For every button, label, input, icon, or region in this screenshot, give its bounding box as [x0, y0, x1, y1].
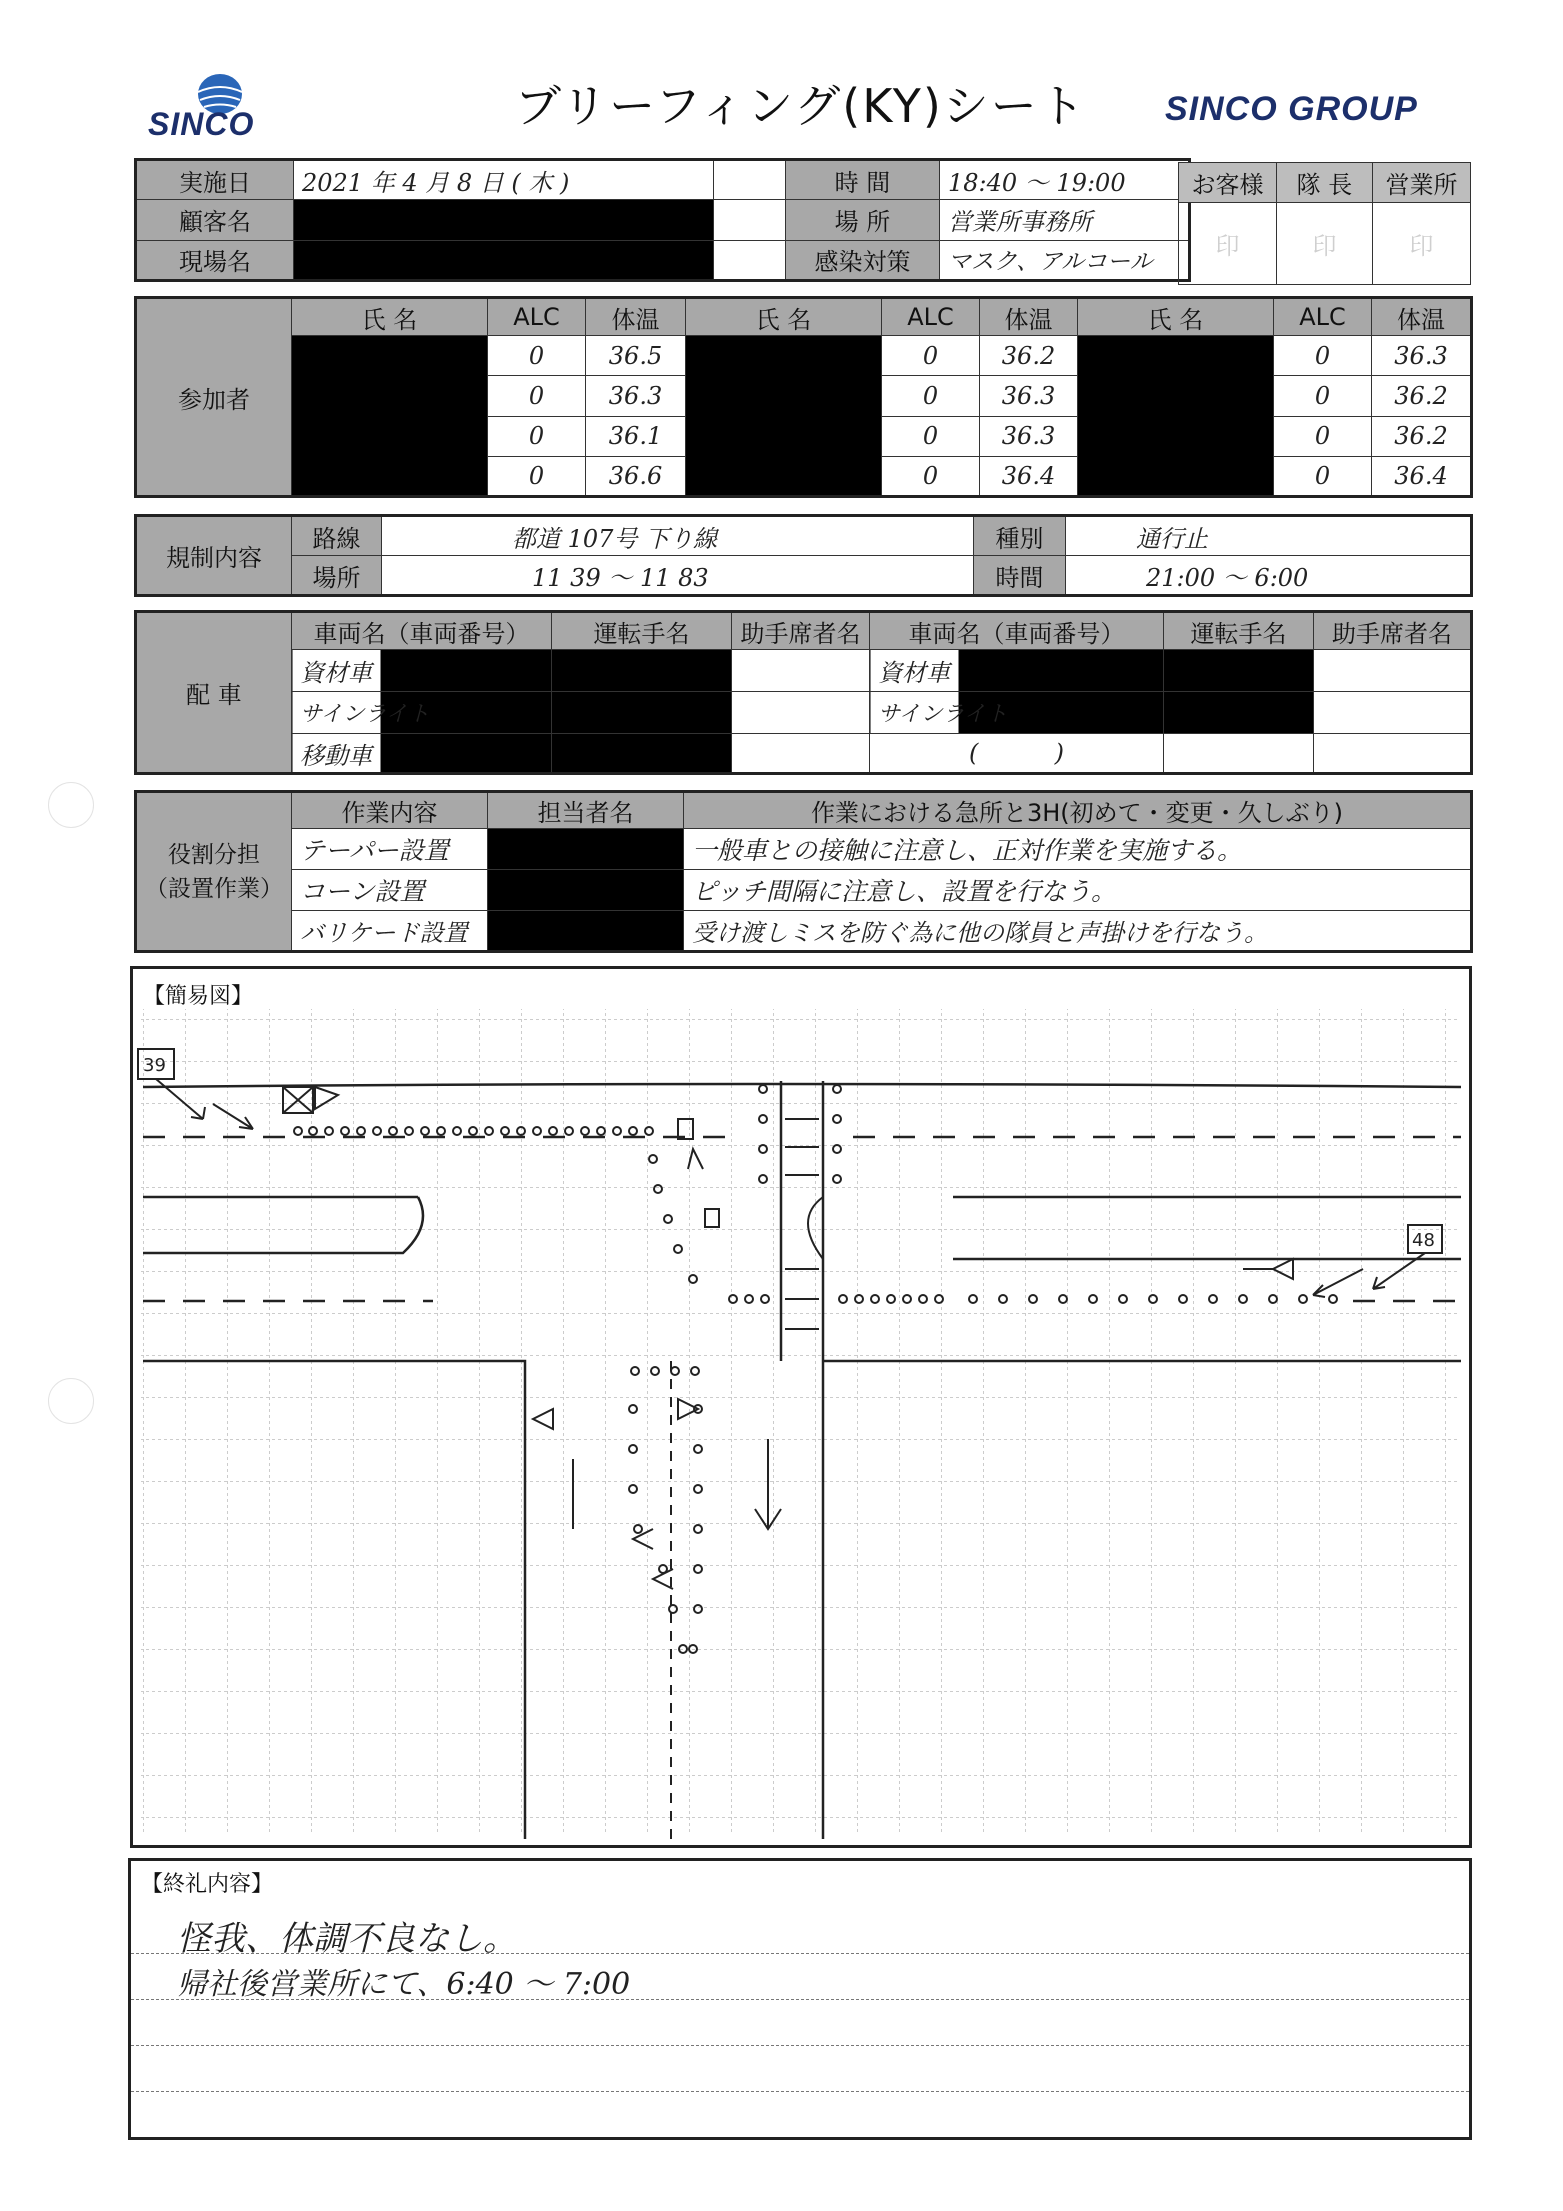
- col-person: 担当者名: [488, 792, 684, 829]
- location-value: 11 39 ～ 11 83: [382, 556, 974, 596]
- hazard-1: 一般車との接触に注意し、正対作業を実施する。: [684, 829, 1472, 870]
- vehicle-left-1: 資材車: [292, 650, 552, 692]
- temp-value: 36.2: [1372, 416, 1472, 456]
- alc-value: 0: [1274, 376, 1372, 416]
- col-vehicle-right: 車両名（車両番号）: [870, 612, 1164, 650]
- col-task: 作業内容: [292, 792, 488, 829]
- temp-value: 36.4: [1372, 456, 1472, 496]
- person-redacted: [488, 829, 684, 870]
- vehicle-right-1: 資材車: [870, 650, 1164, 692]
- alc-value: 0: [1274, 336, 1372, 376]
- regulation-label: 規制内容: [136, 516, 292, 596]
- time-label: 時 間: [786, 160, 940, 200]
- infection-label: 感染対策: [786, 240, 940, 280]
- sketch-area: [130, 966, 1472, 1848]
- alc-value: 0: [488, 376, 586, 416]
- closing-box: [128, 1858, 1472, 2140]
- col-temp-2: 体温: [980, 298, 1078, 336]
- temp-value: 36.4: [980, 456, 1078, 496]
- vehicle-left-3: 移動車: [292, 734, 552, 774]
- vehicles-table: [134, 610, 1473, 775]
- temp-value: 36.3: [980, 416, 1078, 456]
- alc-value: 0: [1274, 416, 1372, 456]
- approval-table: [1178, 162, 1471, 285]
- col-name-1: 氏 名: [292, 298, 488, 336]
- regulation-table: [134, 514, 1473, 597]
- alc-value: 0: [1274, 456, 1372, 496]
- driver-redacted: [1164, 692, 1314, 734]
- col-temp-3: 体温: [1372, 298, 1472, 336]
- location-label: 場所: [292, 556, 382, 596]
- site-label: 現場名: [136, 240, 294, 280]
- customer-redacted: [294, 200, 714, 240]
- temp-value: 36.3: [980, 376, 1078, 416]
- temp-value: 36.6: [586, 456, 686, 496]
- stamp-customer: 印: [1179, 203, 1277, 285]
- alc-value: 0: [488, 456, 586, 496]
- task-2: コーン設置: [292, 870, 488, 911]
- date-label: 実施日: [136, 160, 294, 200]
- hazard-2: ピッチ間隔に注意し、設置を行なう。: [684, 870, 1472, 911]
- roles-table: [134, 790, 1473, 953]
- participants-label: 参加者: [136, 298, 292, 497]
- col-driver-right: 運転手名: [1164, 612, 1314, 650]
- roles-label-line-1: 役割分担: [168, 841, 260, 868]
- punch-hole-bottom: [48, 1378, 94, 1424]
- driver-redacted: [1164, 650, 1314, 692]
- info-table: [134, 158, 1191, 282]
- col-assistant-right: 助手席者名: [1314, 612, 1472, 650]
- road-sketch: [133, 969, 1469, 1845]
- col-name-2: 氏 名: [686, 298, 882, 336]
- approval-office-header: 営業所: [1373, 163, 1471, 203]
- person-redacted: [488, 911, 684, 952]
- regulation-type-label: 種別: [974, 516, 1066, 556]
- temp-value: 36.2: [980, 336, 1078, 376]
- closing-line: [131, 2045, 1469, 2046]
- regulation-type-value: 通行止: [1066, 516, 1472, 556]
- alc-value: 0: [882, 336, 980, 376]
- person-redacted: [488, 870, 684, 911]
- sinco-logo: [148, 72, 273, 142]
- temp-value: 36.3: [1372, 336, 1472, 376]
- regulation-time-value: 21:00 ～ 6:00: [1066, 556, 1472, 596]
- col-assistant-left: 助手席者名: [732, 612, 870, 650]
- temp-value: 36.1: [586, 416, 686, 456]
- time-value: 18:40 ～ 19:00: [940, 160, 1190, 200]
- sign-left-text: 39: [143, 1055, 166, 1076]
- names-redacted-1: [292, 336, 488, 497]
- approval-customer-header: お客様: [1179, 163, 1277, 203]
- hazard-3: 受け渡しミスを防ぐ為に他の隊員と声掛けを行なう。: [684, 911, 1472, 952]
- closing-line-2: 帰社後営業所にて、6:40 ～ 7:00: [177, 1967, 631, 2002]
- vehicle-right-2: サインライト: [870, 692, 1164, 734]
- temp-value: 36.5: [586, 336, 686, 376]
- route-value: 都道 107号 下り線: [382, 516, 974, 556]
- closing-line: [131, 2091, 1469, 2092]
- temp-value: 36.3: [586, 376, 686, 416]
- alc-value: 0: [488, 336, 586, 376]
- col-alc-2: ALC: [882, 298, 980, 336]
- logo-right-text: SINCO GROUP: [1165, 90, 1418, 128]
- logo-left-text: SINCO: [148, 106, 255, 142]
- sketch-label: 【簡易図】: [143, 984, 254, 1009]
- roles-label-line-2: （設置作業）: [145, 875, 283, 902]
- place-value: 営業所事務所: [940, 200, 1190, 240]
- task-3: バリケード設置: [292, 911, 488, 952]
- names-redacted-2: [686, 336, 882, 497]
- col-temp-1: 体温: [586, 298, 686, 336]
- route-label: 路線: [292, 516, 382, 556]
- punch-hole-top: [48, 782, 94, 828]
- vehicle-left-2: サインライト: [292, 692, 552, 734]
- approval-leader-header: 隊 長: [1277, 163, 1373, 203]
- alc-value: 0: [488, 416, 586, 456]
- driver-redacted: [552, 650, 732, 692]
- vehicles-label: 配 車: [136, 612, 292, 774]
- stamp-office: 印: [1373, 203, 1471, 285]
- place-label: 場 所: [786, 200, 940, 240]
- driver-redacted: [552, 692, 732, 734]
- driver-redacted: [552, 734, 732, 774]
- participants-table: [134, 296, 1473, 498]
- col-hazard: 作業における急所と3H(初めて・変更・久しぶり): [684, 792, 1472, 829]
- closing-label: 【終礼内容】: [141, 1872, 274, 1897]
- col-vehicle-left: 車両名（車両番号）: [292, 612, 552, 650]
- date-value: 2021 年 4 月 8 日 ( 木 ): [294, 160, 714, 200]
- regulation-time-label: 時間: [974, 556, 1066, 596]
- page-title: ブリーフィング(KY)シート: [515, 79, 1087, 133]
- customer-label: 顧客名: [136, 200, 294, 240]
- col-alc-3: ALC: [1274, 298, 1372, 336]
- names-redacted-3: [1078, 336, 1274, 497]
- infection-value: マスク、アルコール: [940, 240, 1190, 280]
- col-driver-left: 運転手名: [552, 612, 732, 650]
- vehicle-right-3: ( ): [870, 734, 1164, 774]
- sign-right-text: 48: [1412, 1230, 1435, 1251]
- roles-label: [136, 792, 292, 952]
- stamp-leader: 印: [1277, 203, 1373, 285]
- col-name-3: 氏 名: [1078, 298, 1274, 336]
- task-1: テーパー設置: [292, 829, 488, 870]
- col-alc-1: ALC: [488, 298, 586, 336]
- closing-line-1: 怪我、体調不良なし。: [177, 1919, 517, 1959]
- alc-value: 0: [882, 376, 980, 416]
- temp-value: 36.2: [1372, 376, 1472, 416]
- alc-value: 0: [882, 416, 980, 456]
- site-redacted: [294, 240, 714, 280]
- alc-value: 0: [882, 456, 980, 496]
